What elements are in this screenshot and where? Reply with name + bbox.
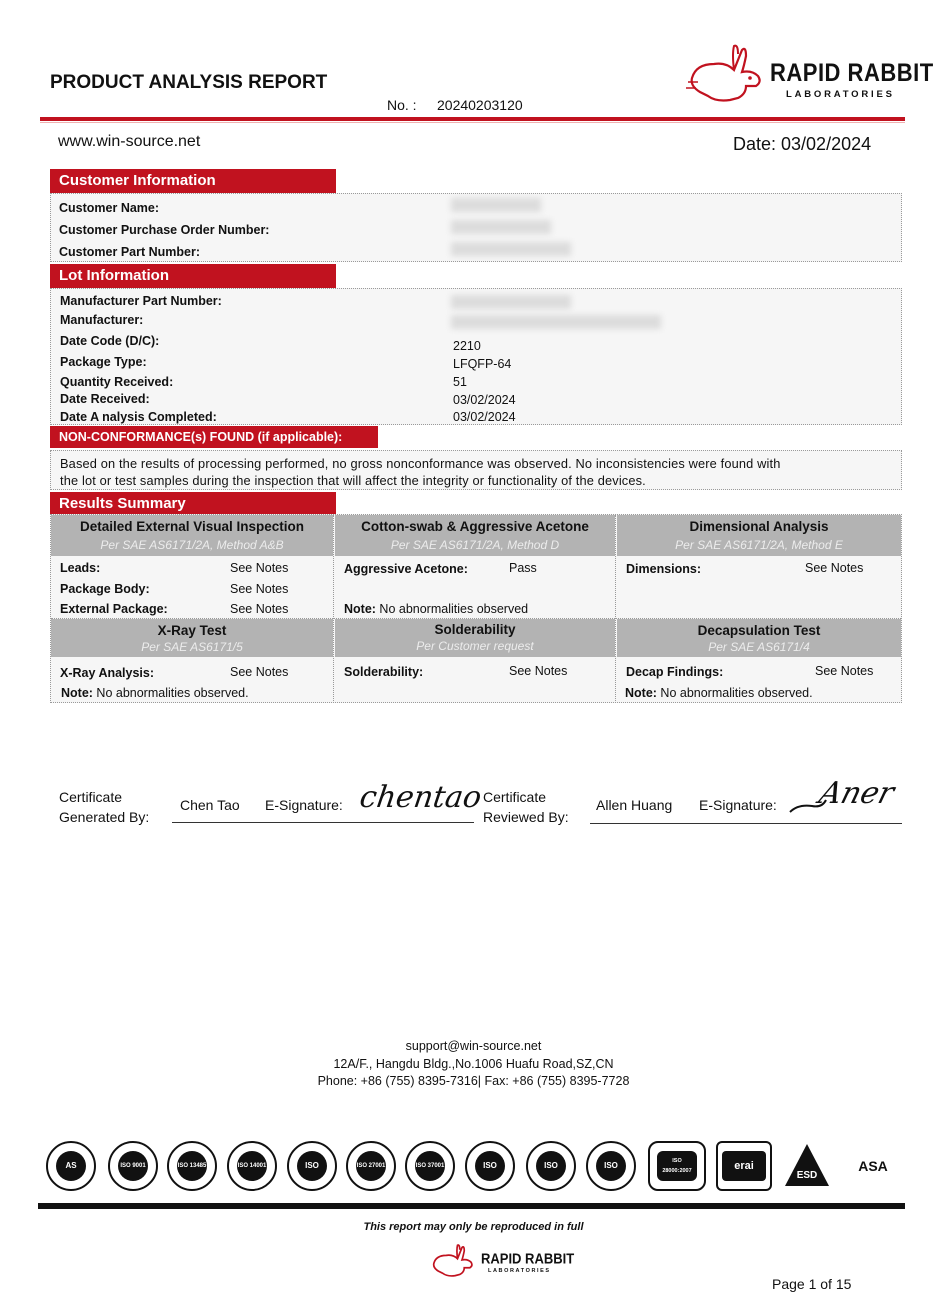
- package-type-label: Package Type:: [60, 355, 147, 369]
- cert-badge-label: ISO 13485: [177, 1151, 207, 1181]
- dimensional-header: [617, 515, 901, 556]
- logo-sub: LABORATORIES: [786, 89, 895, 100]
- customer-name-label: Customer Name:: [59, 201, 160, 215]
- company-phone: Phone: +86 (755) 8395-7316| Fax: +86 (755) 8395-7728: [317, 1074, 630, 1088]
- mpn-label: Manufacturer Part Number:: [60, 294, 222, 308]
- header-rule-thin: [40, 122, 905, 123]
- xray-standard: Per SAE AS6171/5: [141, 640, 243, 654]
- cert-badge-label: AS: [56, 1151, 86, 1181]
- xray-header: [51, 619, 333, 657]
- package-body-value: See Notes: [230, 582, 289, 596]
- evi-title: Detailed External Visual Inspection: [79, 519, 305, 534]
- reviewed-sig-line: [590, 823, 902, 824]
- cert-badge-label: ISO 28000:2007: [657, 1151, 697, 1181]
- redacted-customer-name: [451, 198, 541, 212]
- xray-note-text: No abnormalities observed.: [92, 686, 249, 700]
- iso27001-cert-icon: [346, 1141, 396, 1191]
- quantity-value: 51: [453, 375, 467, 389]
- decap-standard: Per SAE AS6171/4: [708, 640, 810, 654]
- lot-info-box: [50, 288, 902, 425]
- cert-badge-label: ISO 37001: [415, 1151, 445, 1181]
- dimensional-title: Dimensional Analysis: [689, 519, 829, 534]
- dimensions-label: Dimensions:: [626, 562, 702, 576]
- iso13485-cert-icon: [167, 1141, 217, 1191]
- evi-standard: Per SAE AS6171/2A, Method A&B: [100, 538, 284, 552]
- acetone-note-text: No abnormalities observed: [375, 602, 529, 616]
- lot-info-heading: Lot Information: [50, 264, 336, 288]
- date-completed-label: Date A nalysis Completed:: [60, 410, 217, 424]
- results-heading: Results Summary: [50, 492, 336, 516]
- cert-badge-label: ISO: [536, 1151, 566, 1181]
- erai-member-icon: [716, 1141, 772, 1191]
- nonconformance-line-2: the lot or test samples during the inspection that will affect the integrity or functionality of the devices.: [60, 473, 646, 488]
- page-number: Page 1 of 15: [772, 1276, 852, 1292]
- rabbit-logo-icon: [686, 42, 766, 106]
- footer-logo-name: RAPID RABBIT: [481, 1249, 575, 1268]
- reviewed-by-name: Allen Huang: [596, 797, 673, 813]
- cert-badge-label: ISO: [596, 1151, 626, 1181]
- as9120-cert-icon: [46, 1141, 96, 1191]
- nonconformance-box: [50, 450, 902, 490]
- external-package-label: External Package:: [60, 602, 168, 616]
- reviewed-by-label-line1: Certificate: [483, 789, 547, 805]
- rabbit-logo-footer-icon: [430, 1243, 476, 1279]
- dimensional-standard: Per SAE AS6171/2A, Method E: [675, 538, 843, 552]
- iso9001-cert-icon: [108, 1141, 158, 1191]
- reviewed-by-label-line2: Reviewed By:: [483, 809, 569, 825]
- package-type-value: LFQFP-64: [453, 357, 512, 371]
- generated-by-name: Chen Tao: [180, 797, 240, 813]
- esd-triangle-icon: [783, 1142, 831, 1190]
- header-rule: [40, 117, 905, 121]
- decap-title: Decapsulation Test: [697, 623, 821, 638]
- cert-badge-label: ISO 27001: [356, 1151, 386, 1181]
- generated-by-label: [59, 787, 149, 827]
- iso-cert-icon: [465, 1141, 515, 1191]
- aggressive-acetone-label: Aggressive Acetone:: [344, 562, 468, 576]
- reproduction-notice: This report may only be reproduced in full: [363, 1221, 584, 1233]
- redacted-customer-po: [451, 220, 551, 234]
- xray-note-label: Note:: [61, 686, 93, 700]
- xray-analysis-value: See Notes: [230, 665, 289, 679]
- generated-by-label-line2: Generated By:: [59, 809, 150, 825]
- date-code-value: 2210: [453, 339, 481, 353]
- redacted-mpn: [451, 295, 571, 309]
- support-email[interactable]: support@win-source.net: [405, 1039, 542, 1053]
- acetone-note-label: Note:: [344, 602, 376, 616]
- redacted-manufacturer: [451, 315, 661, 329]
- generated-sig-line: [172, 822, 474, 823]
- cert-badge-label: erai: [722, 1151, 766, 1181]
- footer-logo-sub: LABORATORIES: [488, 1268, 551, 1274]
- nonconformance-heading: NON-CONFORMANCE(s) FOUND (if applicable):: [50, 426, 378, 448]
- generated-by-label-line1: Certificate: [59, 789, 123, 805]
- col-separator: [333, 515, 334, 703]
- solderability-title: Solderability: [434, 622, 516, 637]
- solderability-header: [335, 619, 615, 657]
- solderability-label: Solderability:: [344, 665, 424, 679]
- dimensions-value: See Notes: [805, 561, 864, 575]
- customer-info-box: [50, 193, 902, 262]
- report-title: PRODUCT ANALYSIS REPORT: [50, 72, 328, 93]
- generated-esig-label: E-Signature:: [265, 797, 343, 813]
- nonconformance-line-1: Based on the results of processing performed, no gross nonconformance was observed. No inconsistencies were found with: [60, 456, 781, 471]
- iso14001-cert-icon: [227, 1141, 277, 1191]
- solderability-value: See Notes: [509, 664, 568, 678]
- aggressive-acetone-value: Pass: [509, 561, 537, 575]
- date-completed-value: 03/02/2024: [453, 410, 516, 424]
- redacted-customer-part: [451, 242, 571, 256]
- cert-badge-label: ISO: [475, 1151, 505, 1181]
- iso-cert-icon: [586, 1141, 636, 1191]
- decap-header: [617, 619, 901, 657]
- asa-cert-icon: [842, 1141, 904, 1191]
- company-address: 12A/F., Hangdu Bldg.,No.1006 Huafu Road,SZ,CN: [333, 1057, 614, 1071]
- signature-flourish-icon: [788, 790, 828, 820]
- date-received-label: Date Received:: [60, 392, 150, 406]
- quantity-label: Quantity Received:: [60, 375, 174, 389]
- reviewed-esig-label: E-Signature:: [699, 797, 777, 813]
- reviewed-signature: Aner: [815, 776, 898, 811]
- iso28000-cert-icon: [648, 1141, 706, 1191]
- footer-rule: [38, 1203, 905, 1209]
- acetone-title: Cotton-swab & Aggressive Acetone: [361, 519, 589, 534]
- iso-cert-icon: [287, 1141, 337, 1191]
- report-no-label: No. :: [387, 97, 417, 113]
- cert-badge-label: ESD: [796, 1170, 818, 1181]
- decap-findings-label: Decap Findings:: [626, 665, 724, 679]
- website-link[interactable]: www.win-source.net: [58, 133, 201, 150]
- acetone-standard: Per SAE AS6171/2A, Method D: [390, 538, 560, 552]
- decap-note-text: No abnormalities observed.: [656, 686, 813, 700]
- report-date: Date: 03/02/2024: [733, 134, 872, 154]
- xray-note: [61, 686, 249, 700]
- reviewed-by-label: [483, 787, 569, 827]
- cert-badge-label: ISO: [297, 1151, 327, 1181]
- logo-name: RAPID RABBIT: [770, 58, 934, 87]
- cert-badge-label: ISO 9001: [118, 1151, 148, 1181]
- date-code-label: Date Code (D/C):: [60, 334, 160, 348]
- acetone-header: [335, 515, 615, 556]
- cert-badge-label: ASA: [858, 1158, 888, 1174]
- solderability-standard: Per Customer request: [416, 639, 534, 653]
- decap-findings-value: See Notes: [815, 664, 874, 678]
- leads-value: See Notes: [230, 561, 289, 575]
- xray-analysis-label: X-Ray Analysis:: [60, 666, 155, 680]
- package-body-label: Package Body:: [60, 582, 150, 596]
- external-package-value: See Notes: [230, 602, 289, 616]
- customer-info-heading: Customer Information: [50, 169, 336, 193]
- manufacturer-label: Manufacturer:: [60, 313, 144, 327]
- evi-header: [51, 515, 333, 556]
- generated-signature: chentao: [357, 780, 484, 815]
- report-no-value: 20240203120: [437, 97, 523, 113]
- leads-label: Leads:: [60, 561, 101, 575]
- iso37001-cert-icon: [405, 1141, 455, 1191]
- iso-cert-icon: [526, 1141, 576, 1191]
- decap-note-label: Note:: [625, 686, 657, 700]
- cert-badge-label: ISO 14001: [237, 1151, 267, 1181]
- esd-association-icon: [782, 1141, 832, 1191]
- acetone-note: [344, 602, 528, 616]
- col-separator: [615, 515, 616, 703]
- date-received-value: 03/02/2024: [453, 393, 516, 407]
- xray-title: X-Ray Test: [157, 623, 227, 638]
- decap-note: [625, 686, 813, 700]
- customer-part-label: Customer Part Number:: [59, 245, 200, 259]
- customer-po-label: Customer Purchase Order Number:: [59, 223, 270, 237]
